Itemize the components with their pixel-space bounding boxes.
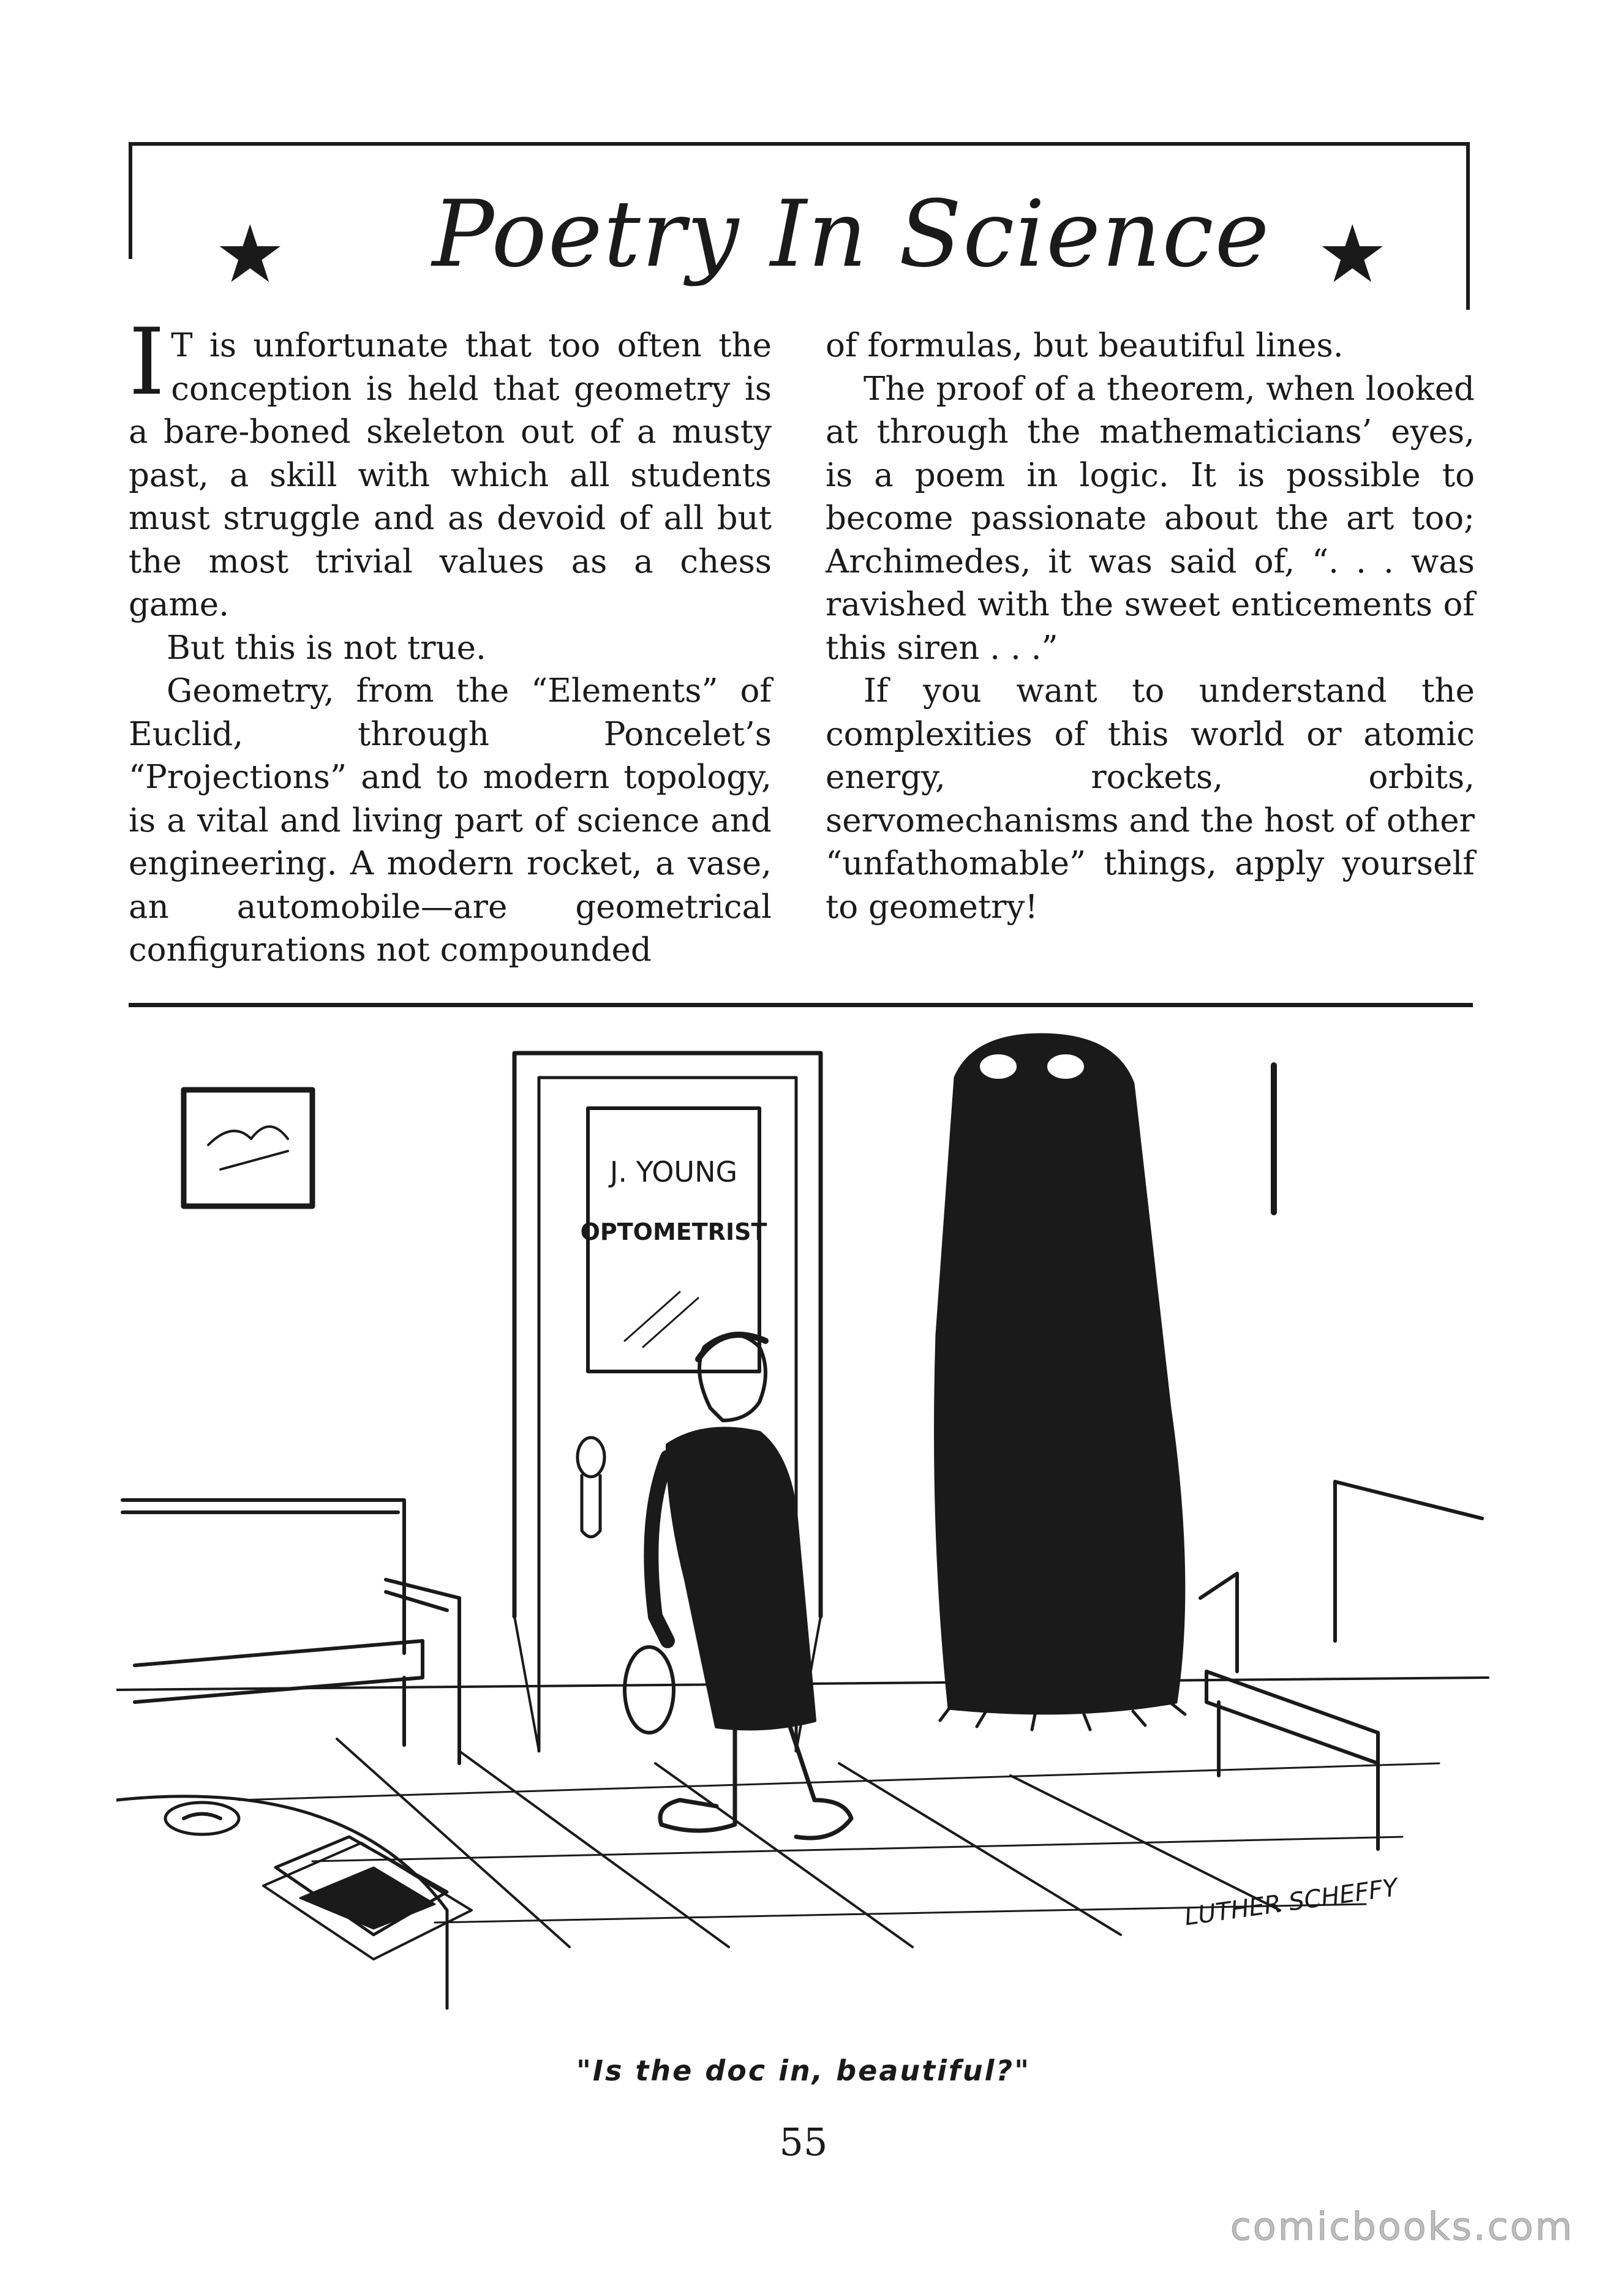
article-column-right: [826, 325, 1475, 929]
artist-signature: LUTHER SCHEFFY: [1183, 1873, 1400, 1932]
door-sign-name: J. YOUNG: [609, 1155, 738, 1188]
section-divider: [129, 1003, 1473, 1007]
paragraph-proof: The proof of a theorem, when looked at through the mathematicians’ eyes, is a poem in logic. It is possible to become passionate about the art too; Archimedes, it was said of, “. . . was ravished with the sweet enticements of this siren . . .”: [826, 370, 1475, 667]
paragraph-not-true: But this is not true.: [167, 629, 486, 667]
page-number: 55: [779, 2120, 828, 2164]
paragraph-geometry: Geometry, from the “Elements” of Euclid, through Poncelet’s “Projections” and to modern topology, is a vital and living part of science and engineering. A modern rocket, a vase, an automobile—are geometrical configurations not compounded: [129, 672, 772, 969]
paragraph-intro: [129, 309, 772, 627]
paragraph-conclusion: If you want to understand the complexities of this world or atomic energy, rockets, orbits, servomechanisms and the host of other “unfathomable” things, apply yourself to geometry!: [826, 672, 1475, 926]
door-sign-title: OPTOMETRIST: [580, 1218, 767, 1245]
title-box-left-bar: [129, 146, 132, 259]
star-icon: ★: [214, 208, 286, 301]
paragraph-intro-text: T is unfortunate that too often the conception is held that geometry is a bare-boned skeleton out of a musty past, a skill with which all students must struggle and as devoid of all but the most trivial values as a chess game.: [129, 327, 772, 623]
page-title: Poetry In Science: [432, 181, 1271, 288]
site-watermark: comicbooks.com: [1230, 2204, 1574, 2249]
drop-cap: I: [129, 309, 165, 416]
cartoon-illustration: [116, 1029, 1494, 2033]
star-icon: ★: [1317, 208, 1388, 301]
paragraph-formulas: of formulas, but beautiful lines.: [826, 327, 1344, 364]
title-box: [129, 142, 1470, 310]
title-box-right-bar: [1466, 146, 1470, 310]
article-column-left: [129, 309, 772, 972]
cartoon-caption: "Is the doc in, beautiful?": [576, 2054, 1031, 2087]
